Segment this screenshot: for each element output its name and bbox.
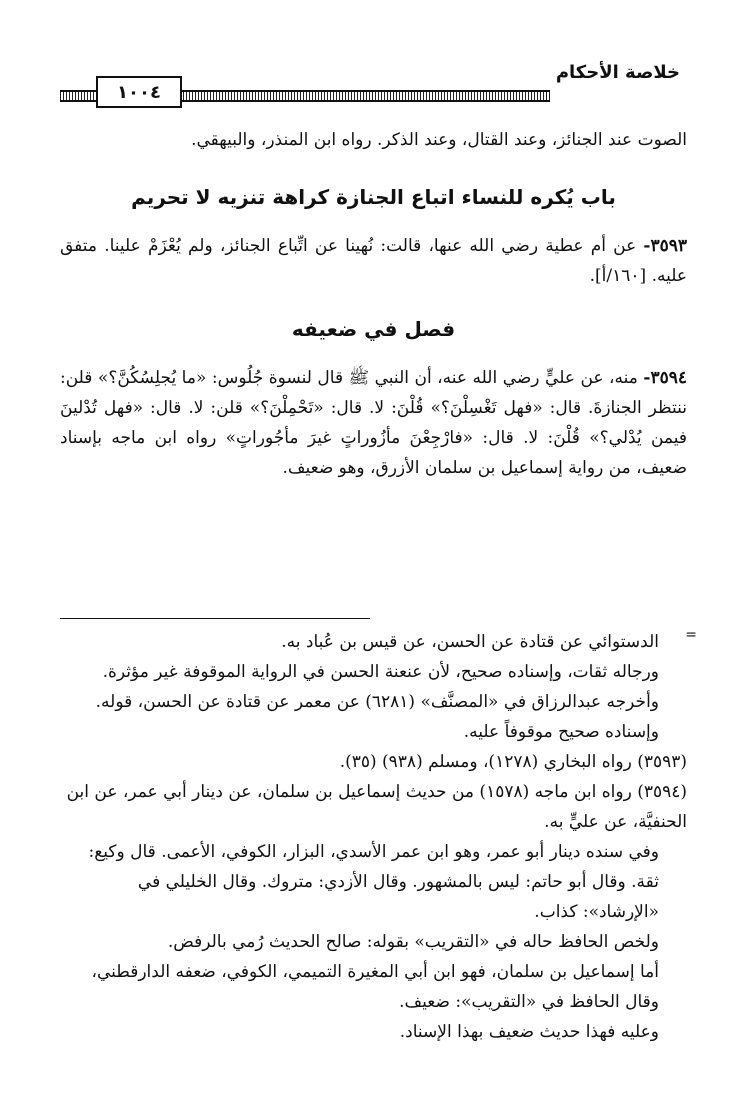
running-title: خلاصة الأحكام	[555, 62, 680, 83]
footnote-separator	[60, 618, 370, 619]
hadith-number: ٣٥٩٣-	[643, 236, 687, 256]
hadith-text: عن أم عطية رضي الله عنها، قالت: نُهينا عن اتِّباع الجنائز، ولم يُعْزَمْ علينا. متفق عليه. [١٦٠/أ].	[60, 236, 687, 286]
footnotes	[60, 618, 697, 1047]
footnote-line: (٣٥٩٤) رواه ابن ماجه (١٥٧٨) من حديث إسماعيل بن سلمان، عن دينار أبي عمر، عن ابن الحنفيَّة، عن عليٍّ به.	[66, 782, 687, 832]
footnote-lines	[60, 627, 687, 1047]
footnote-line: وأخرجه عبدالرزاق في «المصنَّف» (٦٢٨١) عن معمر عن قتادة عن الحسن، قوله.	[95, 692, 659, 712]
page-header	[60, 58, 680, 102]
main-text	[60, 125, 687, 509]
hadith-3594	[60, 363, 687, 483]
footnote-line: ورجاله ثقات، وإسناده صحيح، لأن عنعنة الحسن في الرواية الموقوفة غير مؤثرة.	[102, 662, 659, 682]
continuation-marker: =	[685, 627, 697, 643]
section-heading: فصل في ضعيفه	[291, 317, 456, 341]
footnote-line: وإسناده صحيح موقوفاً عليه.	[463, 722, 659, 742]
page-number: ١٠٠٤	[96, 76, 182, 108]
hadith-3593	[60, 231, 687, 291]
footnote-line: ولخص الحافظ حاله في «التقريب» بقوله: صالح الحديث رُمي بالرفض.	[167, 932, 659, 952]
hadith-number: ٣٥٩٤-	[643, 368, 688, 388]
footnote-line: وعليه فهذا حديث ضعيف بهذا الإسناد.	[399, 1022, 659, 1042]
hadith-text: منه، عن عليٍّ رضي الله عنه، أن النبي ﷺ قال لنسوة جُلُوس: «ما يُجلِسُكُنَّ؟» قلن: ننتظر الجنازةَ. قال: «فهل تَغْسِلْنَ؟» قُلْنَ: لا. قال: «تَحْمِلْنَ؟» قلن: لا. قال: «فهل تُدْلينَ فيمن يُدْلي؟» قُلْنَ: لا. قال: «فارْجِعْنَ مأزُوراتٍ غيرَ مأجُوراتٍ» رواه ابن ماجه بإسناد ضعيف، من رواية إسماعيل بن سلمان الأزرق، وهو ضعيف.	[60, 368, 687, 478]
chapter-heading: باب يُكره للنساء اتباع الجنازة كراهة تنزيه لا تحريم	[131, 185, 616, 209]
footnote-line: الدستوائي عن قتادة عن الحسن، عن قيس بن عُباد به.	[281, 632, 659, 652]
continuation-text: الصوت عند الجنائز، وعند القتال، وعند الذكر. رواه ابن المنذر، والبيهقي.	[191, 130, 687, 150]
footnote-line: (٣٥٩٣) رواه البخاري (١٢٧٨)، ومسلم (٩٣٨) (٣٥).	[339, 752, 687, 772]
footnote-line: أما إسماعيل بن سلمان، فهو ابن أبي المغيرة التميمي، الكوفي، ضعفه الدارقطني، وقال الحافظ في «التقريب»: ضعيف.	[91, 962, 659, 1012]
footnote-line: وفي سنده دينار أبو عمر، وهو ابن عمر الأسدي، البزار، الكوفي، الأعمى. قال وكيع: ثقة. وقال أبو حاتم: ليس بالمشهور. وقال الأزدي: متروك. وقال الخليلي في «الإرشاد»: كذاب.	[88, 842, 659, 922]
